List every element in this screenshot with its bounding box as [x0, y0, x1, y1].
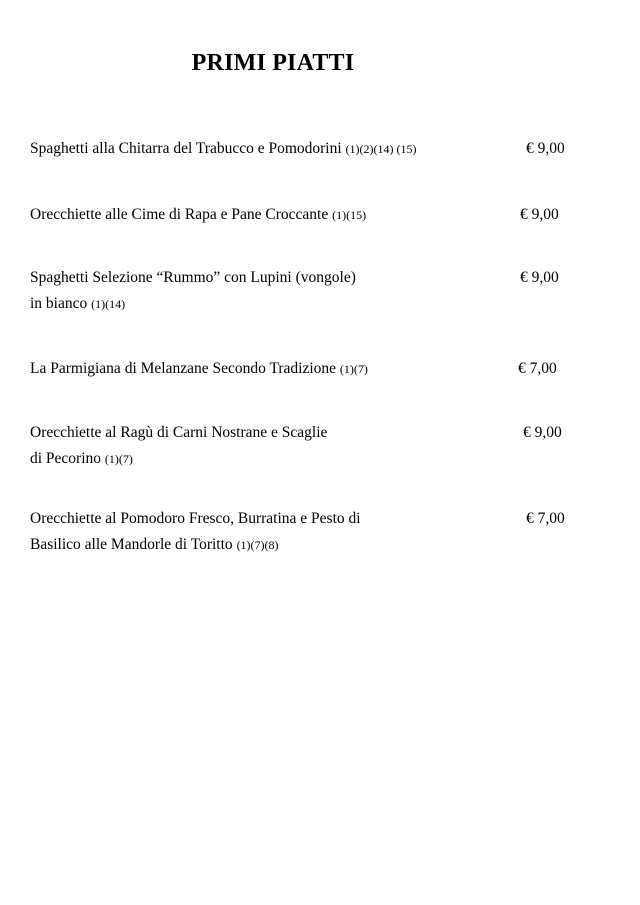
dish-price: € 9,00: [520, 269, 559, 286]
dish-price: € 9,00: [520, 206, 559, 223]
dish-name: Orecchiette alle Cime di Rapa e Pane Croccante: [30, 206, 329, 223]
dish-name-cont: in bianco: [30, 295, 88, 312]
allergen-codes: (1)(7): [104, 452, 133, 466]
dish-name: La Parmigiana di Melanzane Secondo Tradizione: [30, 360, 337, 377]
dish-price: € 7,00: [526, 510, 565, 527]
allergen-codes: (1)(7): [339, 362, 368, 376]
dish-price: € 7,00: [518, 360, 557, 377]
dish-name: Spaghetti Selezione “Rummo” con Lupini (vongole): [30, 269, 356, 286]
page-title: PRIMI PIATTI: [191, 50, 355, 76]
dish-name-cont: di Pecorino: [30, 450, 102, 467]
allergen-codes: (1)(15): [332, 208, 367, 222]
menu-item: [30, 136, 590, 162]
allergen-codes: (1)(14): [91, 297, 126, 311]
menu-item: [30, 356, 590, 382]
menu-item: [30, 506, 590, 558]
dish-name: Orecchiette al Ragù di Carni Nostrane e Scaglie: [30, 424, 328, 441]
dish-name-cont: Basilico alle Mandorle di Toritto: [30, 536, 233, 553]
dish-price: € 9,00: [523, 424, 562, 441]
allergen-codes: (1)(7)(8): [236, 538, 279, 552]
menu-item: [30, 202, 590, 228]
dish-name: Orecchiette al Pomodoro Fresco, Burratina e Pesto di: [30, 510, 361, 527]
menu-item: [30, 420, 590, 472]
menu-item: [30, 265, 590, 317]
dish-name: Spaghetti alla Chitarra del Trabucco e Pomodorini: [30, 140, 342, 157]
allergen-codes: (1)(2)(14) (15): [345, 142, 417, 156]
dish-price: € 9,00: [526, 140, 565, 157]
